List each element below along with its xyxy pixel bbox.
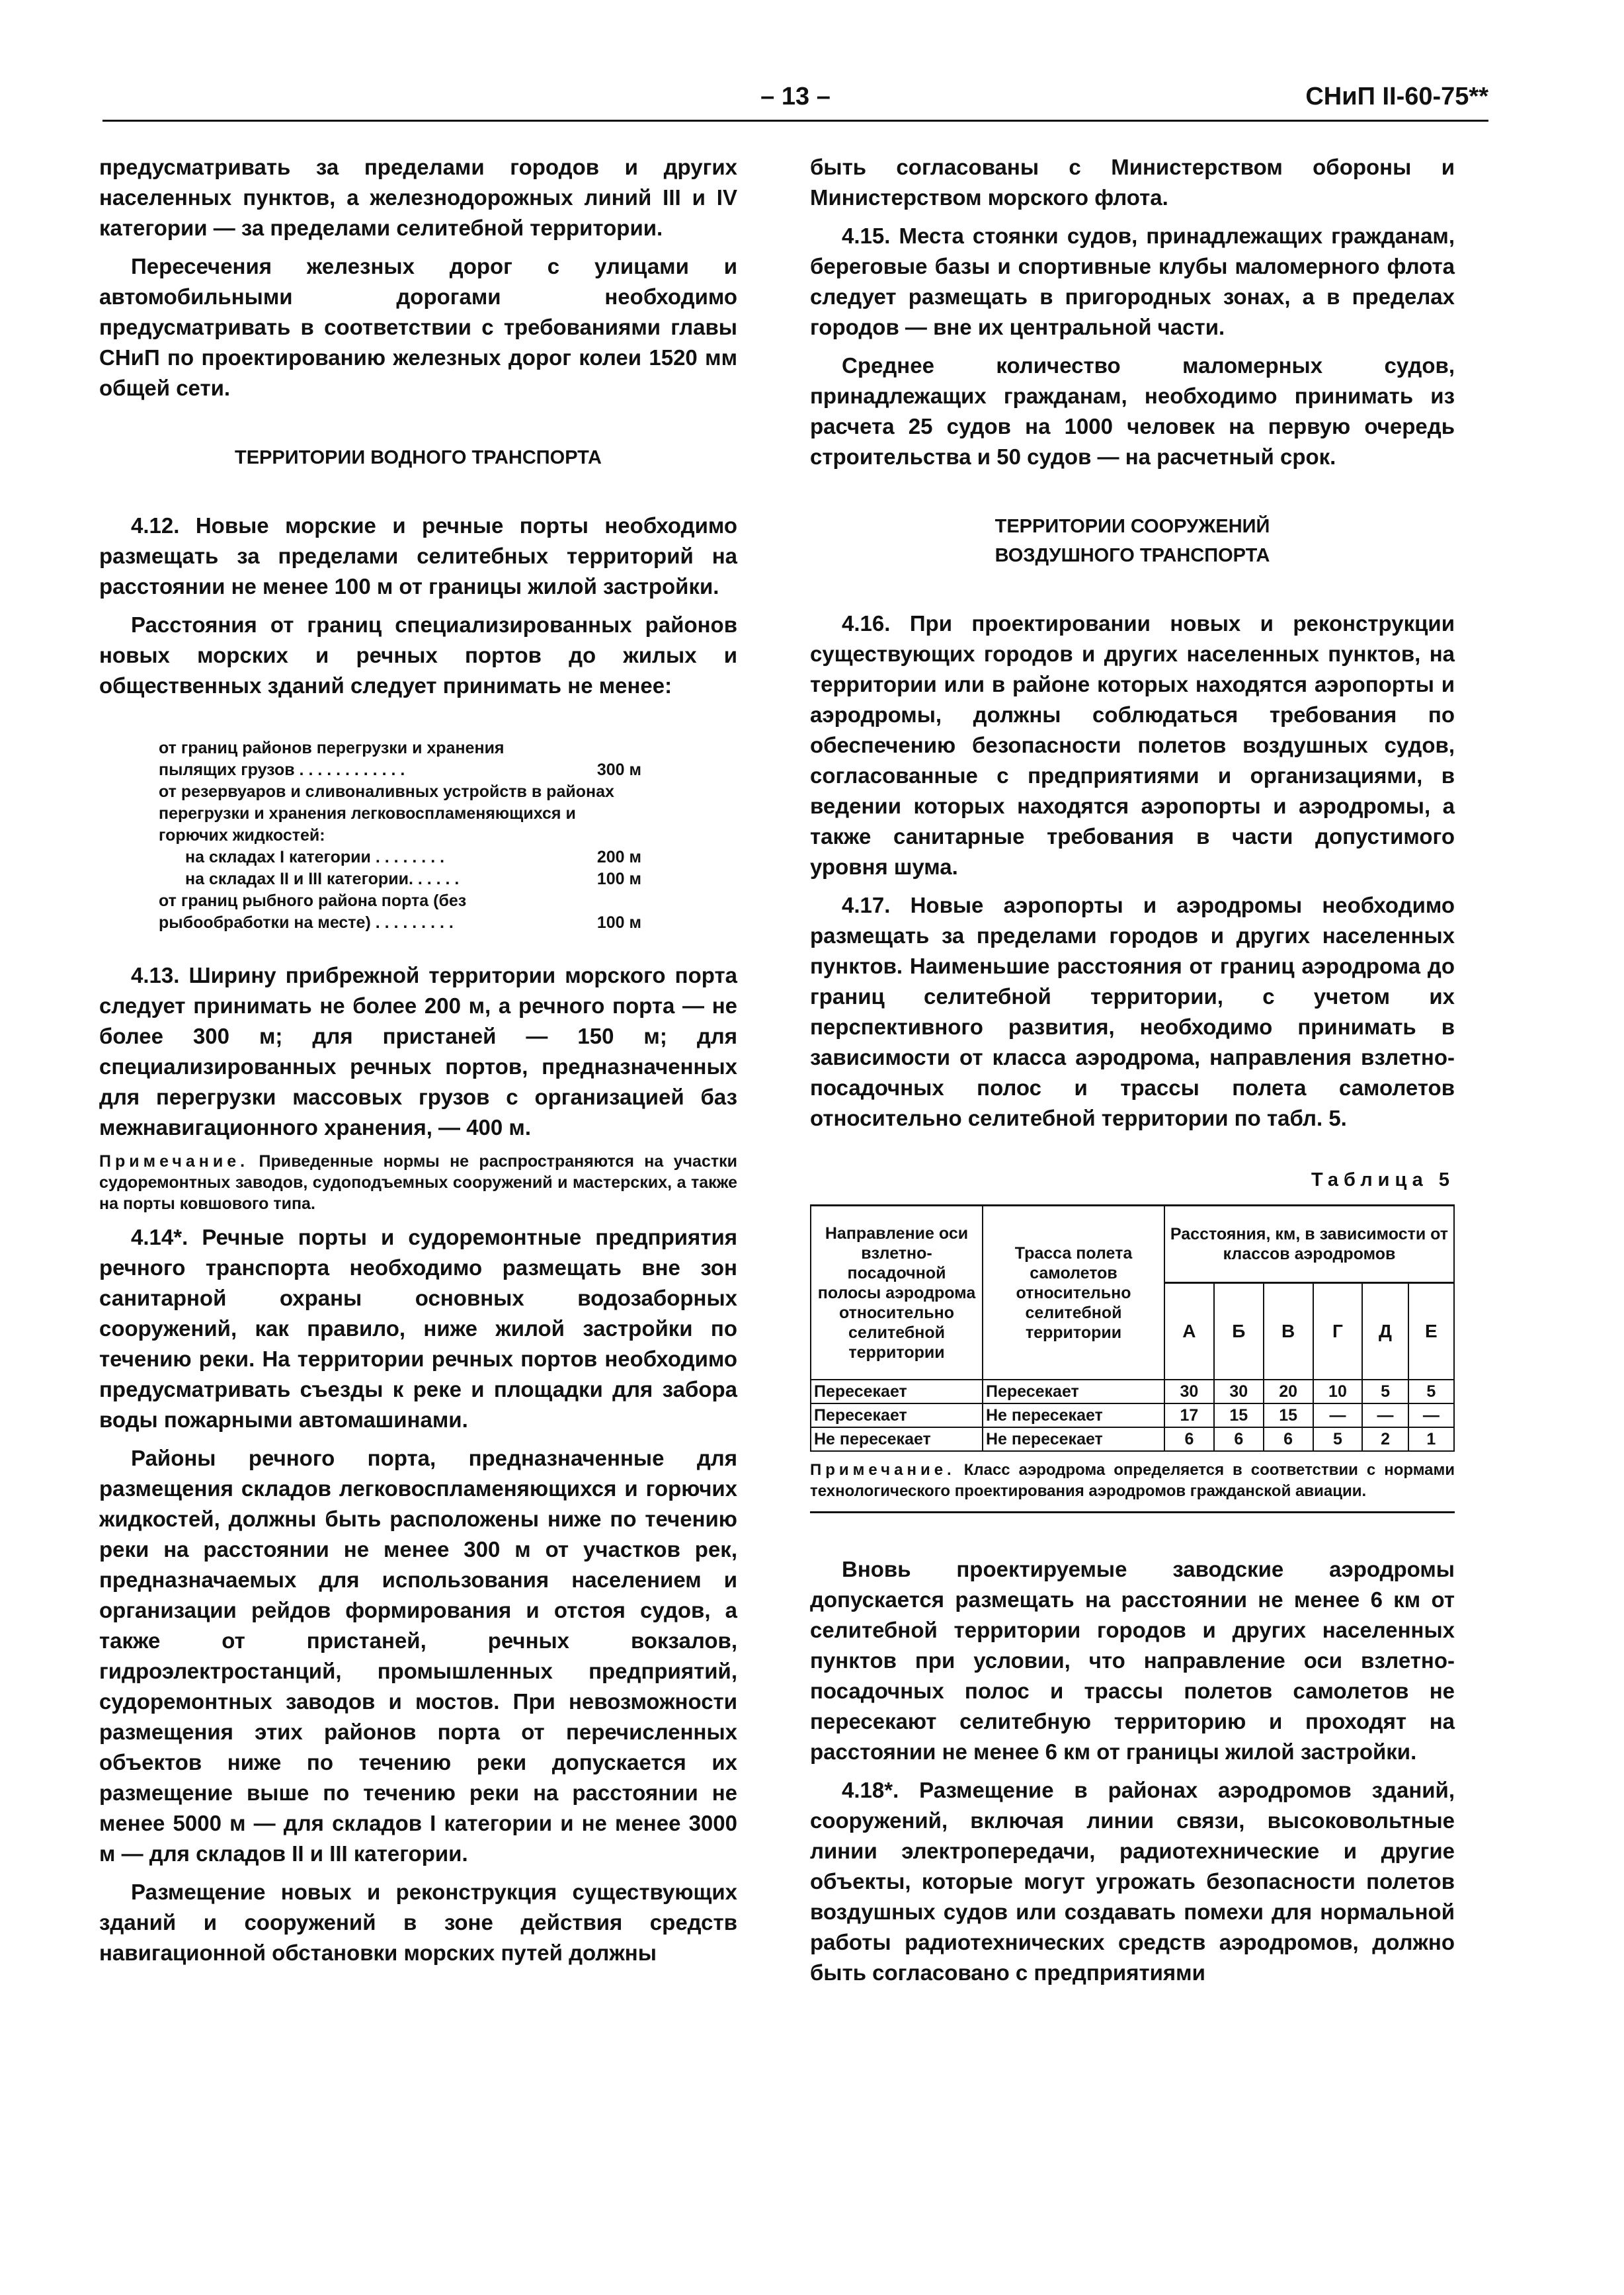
table-5 [810,1204,1455,1452]
table-row: Пересекает Пересекает 30 30 20 10 5 5 [811,1380,1454,1403]
note-label: Примечание. [99,1152,249,1171]
clause-number: 4.13. [131,963,180,987]
clause-4-13 [99,960,737,1143]
clause-number: 4.18*. [842,1778,899,1802]
column-header-distances: Расстояния, км, в зависимости от классов аэродромов [1164,1206,1454,1283]
clause-text: Размещение в районах аэродромов зданий, сооружений, включая линии связи, высоковольтные линии электропередачи, радиотехнические и другие объекты, которые могут угрожать безопасности полетов воздушных судов или создавать помехи для нормальной работы радиотехнических средств аэродромов, должно быть согласовано с предприятиями [810,1778,1455,1985]
list-item: от резервуаров и сливоналивных устройств в районах перегрузки и хранения легковоспламеняющихся и горючих жидкостей: [159,782,614,845]
note-label: Примечание. [810,1461,955,1479]
paragraph: предусматривать за пределами городов и других населенных пунктов, а железнодорожных линий III и IV категории — за пределами селитебной территории. [99,155,737,240]
right-column [810,152,1455,1996]
page-number: – 13 – [760,83,831,110]
note-text: Приведенные нормы не распространяются на участки судоремонтных заводов, судоподъемных сооружений и мастерских, а также на порты ковшового типа. [99,1152,737,1213]
clause-number: 4.15. [842,224,891,248]
list-item: от границ рыбного района порта (без рыбообработки на месте) . . . . . . . . . 100 м [159,892,641,932]
table-note [810,1460,1455,1513]
column-header-direction: Направление оси взлетно-посадочной полосы аэродрома относительно селитебной территории [811,1206,983,1380]
paragraph: Расстояния от границ специализированных районов новых морских и речных портов до жилых и общественных зданий следует принимать не менее: [99,612,737,698]
clause-number: 4.16. [842,611,891,636]
list-item: на складах II и III категории. . . . . . 100 м [185,870,641,888]
paragraph: Размещение новых и реконструкция существующих зданий и сооружений в зоне действия средств навигационной обстановки морских путей должны [99,1880,737,1965]
clause-4-14 [99,1222,737,1435]
clause-number: 4.12. [131,513,180,538]
clause-text: Места стоянки судов, принадлежащих гражданам, береговые базы и спортивные клубы маломерного флота следует размещать в пригородных зонах, а в пределах городов — вне их центральной части. [810,224,1455,339]
class-header: Д [1362,1283,1408,1380]
clause-number: 4.14*. [131,1225,188,1249]
class-header: Б [1214,1283,1264,1380]
table-caption: Таблица 5 [1311,1169,1455,1190]
clause-4-16 [810,608,1455,882]
class-header: А [1164,1283,1214,1380]
paragraph: быть согласованы с Министерством обороны и Министерством морского флота. [810,155,1455,210]
document-code: СНиП II-60-75** [1305,83,1488,110]
header-rule [102,120,1488,122]
left-column [99,152,737,1976]
section-heading-air-transport: ТЕРРИТОРИИ СООРУЖЕНИЙ ВОЗДУШНОГО ТРАНСПОРТА [995,516,1270,566]
clause-4-17 [810,890,1455,1134]
distance-list [159,737,641,934]
paragraph: Пересечения железных дорог с улицами и автомобильными дорогами необходимо предусматривать в соответствии с требованиями главы СНиП по проектированию железных дорог колеи 1520 мм общей сети. [99,254,737,400]
class-header: Е [1408,1283,1454,1380]
note [99,1151,737,1214]
column-header-route: Трасса полета самолетов относительно селитебной территории [983,1206,1164,1380]
section-heading-water-transport: ТЕРРИТОРИИ ВОДНОГО ТРАНСПОРТА [235,447,602,468]
paragraph: Вновь проектируемые заводские аэродромы допускается размещать на расстоянии не менее 6 км от селитебной территории городов и других населенных пунктов при условии, что направление оси взлетно-посадочных полос и трассы полетов самолетов не пересекают селитебную территорию и проходят на расстоянии не менее 6 км от границы жилой застройки. [810,1557,1455,1764]
page-header [102,83,1488,129]
clause-4-15 [810,221,1455,343]
class-header: В [1264,1283,1313,1380]
class-header: Г [1313,1283,1363,1380]
paragraph: Районы речного порта, предназначенные для размещения складов легковоспламеняющихся и горючих жидкостей, должны быть расположены ниже по течению реки на расстоянии не менее 300 м от участков рек, предназначаемых для использования населением и организации рейдов формирования и отстоя судов, а также от пристаней, речных вокзалов, гидроэлектростанций, промышленных предприятий, судоремонтных заводов и мостов. При невозможности размещения этих районов порта от перечисленных объектов ниже по течению реки допускается их размещение выше по течению реки на расстоянии не менее 5000 м — для складов I категории и не менее 3000 м — для складов II и III категории. [99,1446,737,1866]
clause-text: Речные порты и судоремонтные предприятия речного транспорта необходимо размещать вне зон санитарной охраны основных водозаборных сооружений, как правило, ниже жилой застройки по течению реки. На территории речных портов необходимо предусматривать съезды к реке и площадки для забора воды пожарными автомашинами. [99,1225,737,1432]
note-text: Класс аэродрома определяется в соответствии с нормами технологического проектирования аэродромов гражданской авиации. [810,1461,1455,1500]
table-row: Пересекает Не пересекает 17 15 15 — — — [811,1403,1454,1427]
table-header-row [811,1206,1454,1283]
clause-4-18 [810,1775,1455,1988]
clause-text: Новые морские и речные порты необходимо размещать за пределами селитебных территорий на расстоянии не менее 100 м от границы жилой застройки. [99,513,737,599]
clause-text: Ширину прибрежной территории морского порта следует принимать не более 200 м, а речного порта — не более 300 м; для пристаней — 150 м; для специализированных речных портов, предназначенных для перегрузки массовых грузов с организацией баз межнавигационного хранения, — 400 м. [99,963,737,1140]
clause-text: Новые аэропорты и аэродромы необходимо размещать за пределами городов и других населенных пунктов. Наименьшие расстояния от границ аэродрома до границ селитебной территории, с учетом их перспективного развития, необходимо принимать в зависимости от класса аэродрома, направления взлетно-посадочных полос и трассы полета самолетов относительно селитебной территории по табл. 5. [810,893,1455,1130]
clause-number: 4.17. [842,893,891,917]
list-item: от границ районов перегрузки и хранения пылящих грузов . . . . . . . . . . . . 300 м [159,739,641,779]
paragraph: Среднее количество маломерных судов, принадлежащих гражданам, необходимо принимать из расчета 25 судов на 1000 человек на первую очередь строительства и 50 судов — на расчетный срок. [810,353,1455,469]
clause-4-12 [99,511,737,602]
list-item: на складах I категории . . . . . . . . 200 м [185,848,641,866]
table-row: Не пересекает Не пересекает 6 6 6 5 2 1 [811,1427,1454,1451]
clause-text: При проектировании новых и реконструкции существующих городов и других населенных пунктов, на территории или в районе которых находятся аэропорты и аэродромы, должны соблюдаться требования по обеспечению безопасности полетов воздушных судов, согласованные с предприятиями и организациями, в ведении которых находятся аэропорты и аэродромы, а также санитарные требования в части допустимого уровня шума. [810,611,1455,879]
